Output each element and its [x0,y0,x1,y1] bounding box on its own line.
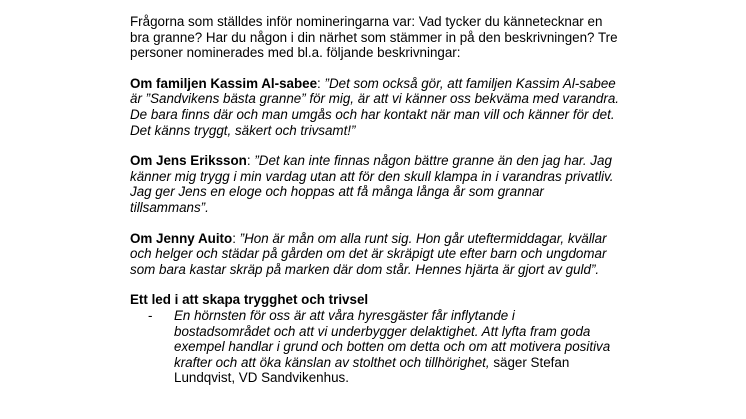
bullet-text [174,308,614,386]
nomination-name: Om Jens Eriksson [130,153,247,169]
document-body [130,14,620,386]
nomination-jens [130,153,620,215]
bullet-attribution: säger Stefan Lundqvist, VD Sandvikenhus. [174,354,570,386]
nomination-separator: : [317,75,325,91]
bullet-marker: - [148,307,153,323]
intro-paragraph: Frågorna som ställdes inför nomineringarna var: Vad tycker du kännetecknar en bra granne? Har du någon i din närhet som stämmer in på den beskrivningen? Tre personer nominerades med bl.a. följande beskrivningar: [130,14,618,61]
nomination-name: Om familjen Kassim Al-sabee [130,75,318,91]
nomination-quote: ”Det som också gör, att familjen Kassim Al-sabee är ”Sandvikens bästa granne” för mig, är att vi känner oss bekväma med varandra. De bara finns där och man umgås och har kontakt när man vill och känner för det. Det känns tryggt, säkert och trivsamt!” [130,75,619,138]
bullet-item [130,308,620,386]
nomination-separator: : [246,153,255,169]
bullet-quote: En hörnsten för oss är att våra hyresgäster får inflytande i bostadsområdet och att vi underbygger delaktighet. Att lyfta fram goda exempel handlar i grund och botten om detta och om att motivera positiva krafter och att öka känslan av stolthet och tillhörighet, [174,307,611,370]
nomination-quote: ”Hon är mån om alla runt sig. Hon går uteftermiddagar, kvällar och helger och städar på gården om det är skräpigt ute efter barn och ungdomar som bara kastar skräp på marken där dom står. Hennes hjärta är gjort av guld”. [130,230,607,277]
nomination-jenny [130,231,620,278]
nomination-quote: ”Det kan inte finnas någon bättre granne än den jag har. Jag känner mig trygg i min vardag utan att för den skull klampa in i varandras privatliv. Jag ger Jens en eloge och hoppas att få många långa år som grannar tillsammans”. [130,153,614,215]
nomination-name: Om Jenny Auito [130,230,233,246]
nomination-kassim [130,76,620,138]
section-heading: Ett led i att skapa trygghet och trivsel [130,292,369,308]
nomination-separator: : [232,230,240,246]
